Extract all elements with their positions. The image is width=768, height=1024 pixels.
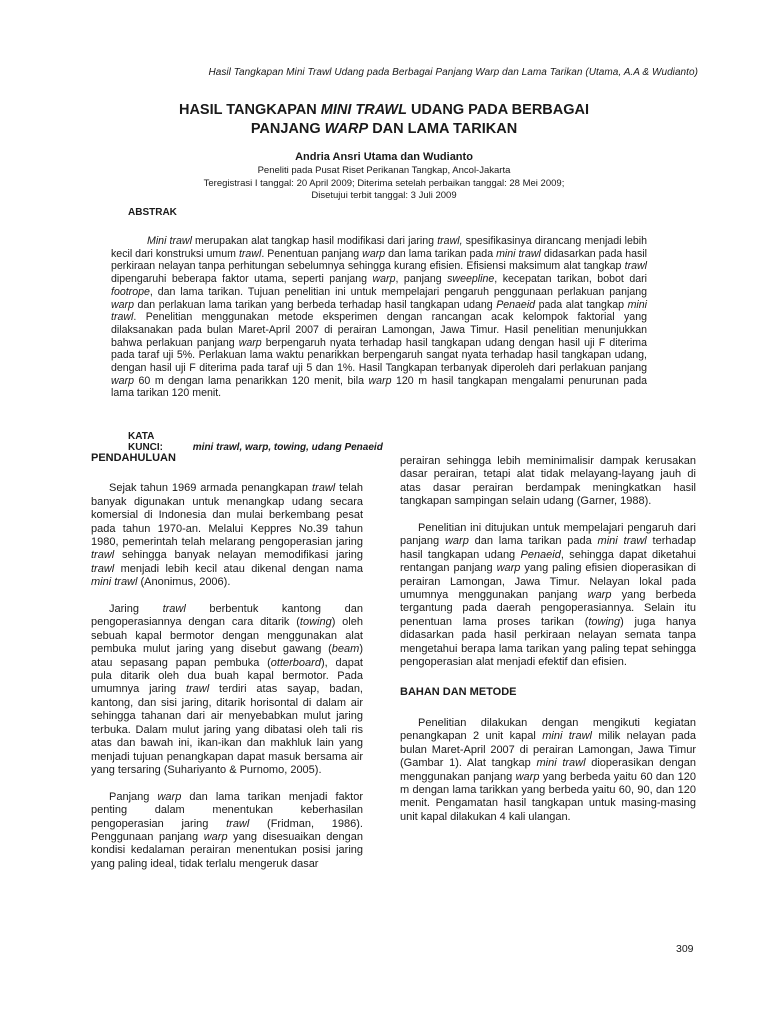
title-line2-b: WARP (324, 121, 369, 137)
abstract-seg: . Penentuan panjang (261, 247, 363, 260)
abstract-seg: warp (362, 247, 386, 260)
text-seg: trawl (91, 549, 115, 562)
abstract-seg: , kecepatan tarikan, bobot dari (494, 273, 647, 286)
abstract-seg: spesifikasinya dirancang menjadi lebih kecil dari konstruksi umum (111, 235, 647, 260)
section-heading-introduction: PENDAHULUAN (91, 452, 176, 464)
abstract-seg: dan lama tarikan pada (385, 247, 497, 260)
text-seg: yang berbeda yaitu 60 dan 120 m dengan lama tarikkan yang berbeda yaitu 60, 90, dan 120 menit. Pengamatan hasil tangkapan untuk masing-masing unit kapal dilakukan 4 kali ulangan. (400, 770, 696, 823)
abstract-seg: footrope (111, 285, 150, 298)
text-seg: ), dapat pula ditarik oleh dua buah kapal bermotor. Pada umumnya jaring (91, 656, 363, 696)
intro-paragraph-3-continued: perairan sehingga lebih meminimalisir dampak kerusakan dasar perairan, tetapi alat tidak melayang-layang jauh di atas dasar perairan berdampak meningkatkan hasil tangkapan sampingan selain udang (Garner, 1988). (400, 455, 696, 508)
title-line2-a: PANJANG (250, 121, 325, 137)
left-column (91, 452, 363, 885)
text-seg: sehingga banyak nelayan memodifikasi jaring (114, 549, 363, 562)
intro-paragraph-3 (91, 791, 363, 871)
received-dates: Teregistrasi I tanggal: 20 April 2009; Diterima setelah perbaikan tanggal: 28 Mei 2009; (203, 177, 565, 189)
text-seg: warp (444, 535, 469, 548)
text-seg: (Anonimus, 2006). (137, 576, 231, 589)
abstract-seg: Penaeid (496, 298, 536, 311)
text-seg: Jaring (109, 603, 163, 616)
abstract-seg: trawl (624, 260, 647, 273)
text-seg: terhadap hasil tangkapan udang (400, 535, 696, 561)
affiliation: Peneliti pada Pusat Riset Perikanan Tangkap, Ancol-Jakarta (257, 165, 511, 176)
abstract-seg: warp (368, 374, 392, 387)
text-seg: Penaeid (520, 548, 561, 561)
text-seg: trawl (226, 817, 250, 830)
abstract-seg: mini trawl (496, 247, 541, 260)
abstract-seg: . Penelitian menggunakan metode eksperimen dengan rancangan acak kelompok faktorial yang dilaksanakan pada bulan Maret-April 2007 di perairan Lamongan, Jawa Timur. Hasil penelitian menunjukkan bahwa perlakuan panjang (111, 311, 647, 349)
abstract-seg: dan perlakuan lama tarikan yang berbeda terhadap hasil tangkapan udang (133, 298, 497, 311)
title-line1-c: UDANG PADA BERBAGAI (406, 102, 590, 118)
running-header: Hasil Tangkapan Mini Trawl Udang pada Berbagai Panjang Warp dan Lama Tarikan (Utama, A.A & Wudianto) (208, 67, 698, 78)
paper-meta (150, 165, 618, 203)
text-seg: dan lama tarikan menjadi faktor penting dalam menentukan keberhasilan pengoperasian jaring (91, 790, 363, 830)
text-seg: towing (588, 615, 621, 628)
text-seg: mini trawl (536, 757, 586, 770)
abstract-seg: sweepline (447, 273, 495, 286)
abstract-seg: trawl (238, 247, 262, 260)
section-heading-methods: BAHAN DAN METODE (400, 686, 517, 699)
intro-paragraph-1 (91, 482, 363, 589)
text-seg: , sehingga dapat diketahui rentangan panjang (400, 548, 697, 575)
text-seg: mini trawl (542, 730, 592, 743)
abstract-seg: merupakan alat tangkap hasil modifikasi dari jaring (191, 235, 438, 247)
text-seg: warp (587, 589, 612, 602)
abstract-seg: , dan lama tarikan. Tujuan penelitian ini untuk mempelajari pengaruh penggunaan perlakuan panjang (149, 285, 647, 298)
text-seg: dan lama tarikan pada (468, 535, 598, 548)
text-seg: Penelitian dilakukan dengan mengikuti kegiatan penangkapan 2 unit kapal (400, 716, 696, 743)
abstract-seg: mini trawl (111, 298, 647, 324)
title-line1-b: MINI TRAWL (320, 102, 407, 118)
text-seg: milik nelayan pada bulan Maret-April 2007 di perairan Lamongan, Jawa Timur (Gambar 1). Alat tangkap (400, 730, 697, 770)
abstract-heading: ABSTRAK (128, 207, 177, 218)
text-seg: warp (157, 790, 182, 803)
text-seg: menjadi lebih kecil atau dikenal dengan nama (114, 562, 363, 575)
text-seg: Penelitian ini ditujukan untuk mempelajari pengaruh dari panjang (400, 522, 696, 548)
text-seg: dioperasikan dengan menggunakan panjang (400, 757, 696, 783)
text-seg: telah banyak digunakan untuk menangkap udang secara komersial di Indonesia dan mulai berkembang pesat pada tahun 1970-an. Melalui Keppres No.39 tahun 1980, pemerintah telah melarang pengoperasian jaring (91, 482, 363, 549)
abstract-seg: dipengaruhi beberapa faktor utama, seperti panjang (111, 273, 373, 286)
text-seg: beam (331, 643, 360, 656)
text-seg: berbentuk kantong dan pengoperasiannya dengan cara ditarik ( (91, 603, 363, 629)
intro-paragraph-2 (91, 603, 363, 777)
abstract-seg: warp (111, 298, 134, 311)
text-seg: otterboard (270, 656, 321, 669)
abstract-seg: warp (111, 374, 134, 387)
text-seg: warp (496, 562, 521, 575)
abstract-seg: Mini trawl (147, 235, 192, 247)
text-seg: ) atau sepasang papan pembuka ( (91, 643, 363, 669)
text-seg: trawl (185, 683, 210, 696)
abstract-seg: , panjang (395, 273, 448, 286)
abstract-text (111, 235, 647, 400)
text-seg: terdiri atas sayap, badan, kantong, dan sisi jaring, ditarik horisontal di dalam air sehingga tahanan dari air menyebabkan mulut jaring terbuka. Dalam mulut jaring yang dibatasi oleh tali ris atas dan bawah ini, ikan-ikan dan makhluk lain yang menjadi tujuan penangkapan dapat masuk bersama air yang tersaring (Suhariyanto & Purnomo, 2005). (91, 683, 363, 776)
text-seg: Sejak tahun 1969 armada penangkapan (109, 482, 312, 495)
title-line1-a: HASIL TANGKAPAN (178, 102, 321, 118)
abstract-seg: warp (372, 273, 396, 286)
approved-date: Disetujui terbit tanggal: 3 Juli 2009 (311, 190, 457, 201)
text-seg: towing (299, 616, 332, 629)
text-seg: mini trawl (91, 576, 138, 589)
text-seg: ) oleh sebuah kapal bermotor dengan menggunakan alat pembuka mulut jaring yang disebut gawang ( (91, 616, 363, 656)
authors: Andria Ansri Utama dan Wudianto (295, 151, 473, 163)
abstract-seg: warp (238, 336, 262, 349)
text-seg: warp (203, 830, 228, 843)
right-column (400, 455, 696, 838)
keywords-value: mini trawl, warp, towing, udang Penaeid (192, 442, 383, 453)
abstract-seg: didasarkan pada hasil perkiraan nelayan tanpa perhitungan sebelumnya sehingga kurang efisien. Efisiensi maksimum alat tangkap (111, 247, 647, 273)
abstract-seg: 60 m dengan lama penarikkan 120 menit, bila (133, 374, 369, 387)
text-seg: trawl (312, 482, 336, 495)
methods-paragraph-1 (400, 717, 696, 824)
text-seg: trawl (91, 562, 115, 575)
abstract-seg: trawl, (437, 235, 463, 247)
text-seg: yang disesuaikan dengan kondisi kedalaman perairan menentukan posisi jaring yang paling ideal, tidak terlalu mengeruk dasar (91, 830, 363, 870)
text-seg: trawl (162, 603, 186, 616)
text-seg: yang paling efisien dioperasikan di perairan Lamongan, Jawa Timur. Nelayan lokal pada umumnya menggunakan panjang (400, 562, 696, 602)
text-seg: ) juga hanya didasarkan pada hasil perkiraan nelayan semata tanpa mengetahui berapa lama tarikan yang paling tepat sehingga pengoperasian alat menjadi efektif dan efisien. (400, 615, 696, 669)
text-seg: mini trawl (597, 535, 647, 548)
intro-paragraph-4 (400, 522, 696, 669)
abstract-seg: pada alat tangkap (535, 298, 628, 311)
text-seg: (Fridman, 1986). Penggunaan panjang (91, 817, 363, 843)
text-seg: yang berbeda tergantung pada daerah pengoperasiannya. Selain itu penentuan lama proses tarikan ( (400, 589, 696, 628)
paper-title (130, 101, 638, 139)
abstract-seg: 120 m hasil tangkapan mengalami penurunan pada lama tarikan 120 menit. (111, 374, 648, 400)
text-seg: warp (515, 770, 540, 783)
text-seg: Panjang (109, 790, 158, 803)
keywords-label: KATA KUNCI: (128, 431, 163, 453)
abstract-seg: berpengaruh nyata terhadap hasil tangkapan udang dengan hasil uji F diterima pada taraf uji 5%. Perlakuan lama waktu penarikkan berpengaruh sangat nyata terhadap hasil tangkapan udang, dengan hasil uji F diterima pada taraf uji 5 dan 1%. Hasil Tangkapan terbanyak diperoleh dari perlakuan panjang (111, 336, 648, 375)
title-line2-c: DAN LAMA TARIKAN (368, 121, 518, 137)
keywords (128, 431, 383, 453)
page-number: 309 (676, 943, 694, 955)
